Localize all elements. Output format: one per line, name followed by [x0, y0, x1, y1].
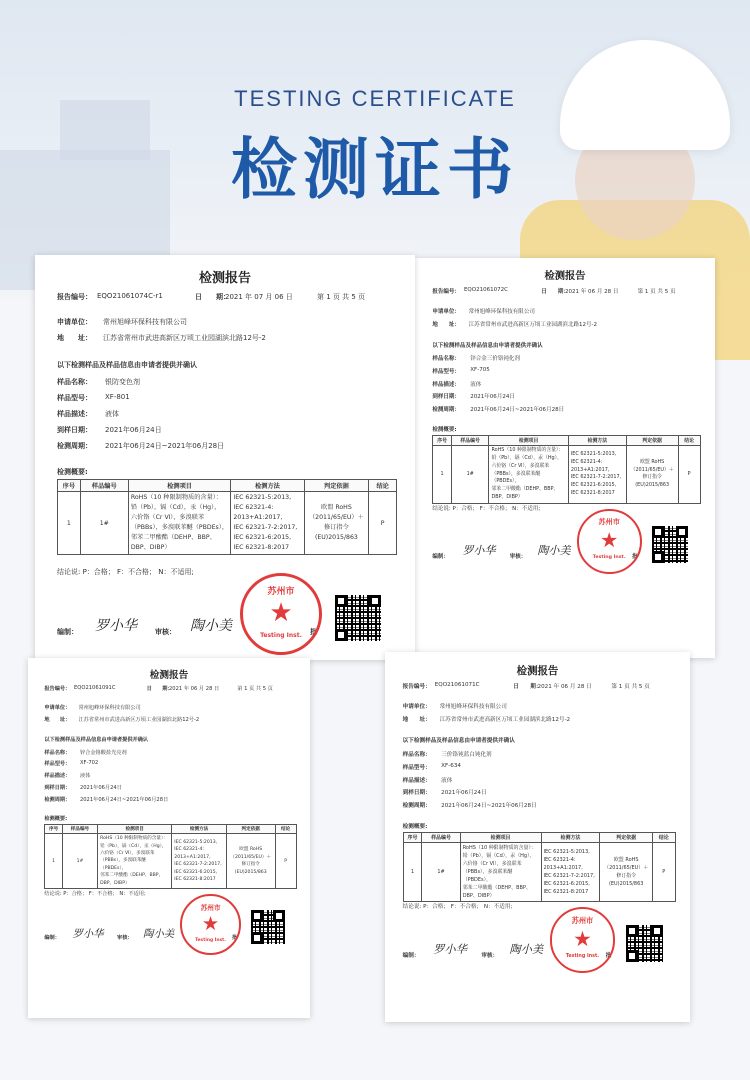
star-icon: ★ — [269, 598, 293, 628]
col-result: 结论 — [275, 825, 296, 834]
item-line: DBP、DIBP） — [462, 892, 495, 899]
method-line: IEC 62321-7-2:2017, — [233, 524, 298, 531]
basis-line: 修订指令 — [616, 872, 637, 879]
editor-label: 编制： — [57, 628, 78, 636]
summary-heading: 检测概要: — [44, 816, 68, 823]
basis-line: 欧盟 RoHS — [640, 458, 665, 465]
basis-line: （2011/65/EU）＋ — [604, 864, 649, 871]
item-line: 铅（Pb），镉（Cd），汞（Hg）， — [462, 852, 535, 859]
certificate-card — [385, 652, 690, 1022]
approver-label: 批 — [632, 553, 638, 560]
method-line: IEC 62321-4: — [543, 856, 576, 863]
cell-item — [460, 842, 541, 901]
qr-corner — [335, 595, 347, 607]
applicant: 常州旭峰环保科技有限公司 — [439, 703, 507, 710]
col-basis: 判定依据 — [600, 832, 653, 842]
qr-code-icon — [335, 595, 381, 641]
qr-corner — [273, 910, 285, 922]
sample-name-label: 样品名称： — [432, 356, 460, 363]
qr-corner — [676, 526, 688, 538]
address-label: 地 址： — [402, 716, 431, 723]
item-line: 六价铬（Cr Ⅵ），多溴联苯 — [491, 462, 550, 469]
method-line: IEC 62321-7-2:2017, — [543, 872, 595, 879]
applicant: 常州旭峰环保科技有限公司 — [468, 308, 535, 315]
address: 江苏省常州市武进高新区万顷工业园湖滨北路12号-2 — [439, 716, 571, 723]
method-line: IEC 62321-4: — [174, 847, 204, 853]
qr-code-icon — [652, 526, 688, 562]
page-count: 第 1 页 共 5 页 — [637, 289, 676, 296]
summary-heading: 检测概要: — [402, 824, 428, 831]
cell-sample-no: 1# — [422, 842, 460, 901]
col-result: 结论 — [678, 435, 700, 445]
cell-result: P — [369, 492, 397, 555]
cell-seq: 1 — [433, 445, 451, 503]
seal-text: 苏州市 — [598, 517, 620, 527]
cell-method — [172, 834, 227, 889]
item-line: RoHS（10 种限制物质的含量）： — [491, 446, 564, 453]
period-label: 检测周期： — [44, 797, 71, 804]
qr-corner — [626, 950, 638, 962]
approver-label: 批 — [310, 628, 317, 636]
table-row — [58, 492, 397, 555]
cell-basis — [304, 492, 369, 555]
seal-text: 苏州市 — [571, 915, 594, 925]
col-seq: 序号 — [403, 832, 422, 842]
period: 2021年06月24日~2021年06月28日 — [105, 442, 225, 450]
cell-seq: 1 — [58, 492, 81, 555]
address: 江苏省常州市武进高新区万顷工业园湖滨北路12号-2 — [78, 716, 200, 723]
col-seq: 序号 — [58, 480, 81, 492]
basis-line: 修订指令 — [241, 862, 260, 868]
arrival-date: 2021年06月24日 — [79, 785, 122, 792]
period-label: 检测周期： — [57, 442, 92, 450]
period: 2021年06月24日~2021年06月28日 — [470, 406, 565, 413]
report-title: 检测报告 — [198, 271, 251, 286]
method-line: IEC 62321-5:2013, — [174, 839, 218, 845]
seal-text-en: Testing Inst. — [565, 954, 600, 960]
basis-line: 修订指令 — [324, 524, 349, 531]
arrival-date: 2021年06月24日 — [105, 426, 162, 434]
address-label: 地 址： — [57, 334, 92, 342]
sample-model-label: 样品型号： — [44, 761, 71, 768]
method-line: IEC 62321-6:2015, — [543, 880, 590, 887]
sample-desc: 液体 — [470, 381, 482, 388]
item-line: RoHS（10 种限制物质的含量）： — [100, 836, 168, 842]
col-method: 检测方法 — [541, 832, 600, 842]
qr-corner — [251, 932, 263, 944]
method-line: IEC 62321-8:2017 — [174, 877, 216, 883]
cell-basis — [600, 842, 653, 901]
editor-signature: 罗小华 — [72, 928, 104, 941]
cell-method — [541, 842, 600, 901]
qr-corner — [651, 925, 663, 937]
basis-line: (EU)2015/863 — [234, 869, 267, 875]
summary-table — [403, 832, 676, 902]
col-item: 检测项目 — [489, 435, 568, 445]
method-line: IEC 62321-5:2013, — [570, 450, 617, 457]
editor-signature: 罗小华 — [95, 618, 137, 634]
certificate-card — [28, 658, 310, 1018]
sample-name: 银防变色剂 — [105, 378, 140, 386]
date-label: 日 期： — [146, 686, 173, 693]
cell-result: P — [275, 834, 296, 889]
basis-line: （2011/65/EU）＋ — [309, 514, 364, 521]
sample-model: XF-702 — [79, 760, 99, 767]
sample-model-label: 样品型号： — [432, 368, 460, 375]
sample-model-label: 样品型号： — [57, 394, 92, 402]
arrival-label: 到样日期： — [57, 426, 92, 434]
arrival-label: 到样日期： — [402, 790, 431, 797]
cell-sample-no: 1# — [451, 445, 489, 503]
item-line: （PBBs），多溴联苯醚（PBDEs）， — [130, 524, 229, 531]
report-no: EQO21061091C — [74, 685, 116, 692]
table-row — [403, 842, 675, 901]
sample-desc: 液体 — [105, 410, 119, 418]
report-date: 2021 年 06 月 28 日 — [565, 289, 619, 296]
reviewer-signature: 陶小美 — [190, 618, 232, 634]
qr-corner — [251, 910, 263, 922]
applicant: 常州旭峰环保科技有限公司 — [78, 705, 141, 711]
item-line: 邻苯二甲酸酯（DEHP、BBP、 — [491, 486, 559, 493]
summary-table — [44, 824, 296, 889]
cell-result: P — [678, 445, 700, 503]
sample-desc-label: 样品描述： — [432, 381, 460, 388]
qr-corner — [369, 595, 381, 607]
method-line: IEC 62321-8:2017 — [233, 544, 290, 551]
sample-name-label: 样品名称： — [57, 378, 92, 386]
basis-line: (EU)2015/863 — [608, 880, 644, 887]
method-line: IEC 62321-7-2:2017, — [570, 474, 622, 481]
qr-corner — [626, 925, 638, 937]
method-line: IEC 62321-5:2013, — [543, 848, 590, 855]
sample-info-heading: 以下检测样品及样品信息由申请者提供并确认 — [57, 361, 197, 369]
basis-line: （2011/65/EU）＋ — [630, 466, 674, 473]
cell-basis — [226, 834, 275, 889]
col-seq: 序号 — [45, 825, 63, 834]
sample-info-heading: 以下检测样品及样品信息由申请者提供并确认 — [432, 342, 543, 349]
approver-label: 批 — [232, 935, 238, 942]
period: 2021年06月24日~2021年06月28日 — [79, 797, 169, 804]
official-seal — [180, 894, 241, 955]
reviewer-label: 审核： — [509, 553, 527, 560]
star-icon: ★ — [573, 926, 592, 951]
address-label: 地 址： — [432, 321, 460, 328]
arrival-label: 到样日期： — [432, 394, 460, 401]
applicant-label: 申请单位： — [402, 703, 431, 710]
method-line: 2013+A1:2017, — [174, 854, 211, 860]
sample-name: 锌合金铬酸盐光亮剂 — [79, 749, 127, 756]
method-line: IEC 62321-6:2015, — [174, 869, 218, 875]
col-sample-no: 样品编号 — [80, 480, 128, 492]
seal-text: 苏州市 — [267, 587, 295, 597]
method-line: 2013+A1:2017, — [543, 864, 583, 871]
summary-heading: 检测概要: — [432, 427, 457, 434]
item-line: 铅（Pb），镉（Cd），汞（Hg）， — [100, 843, 167, 849]
basis-line: （2011/65/EU）＋ — [230, 854, 272, 860]
star-icon: ★ — [201, 912, 220, 936]
method-line: IEC 62321-5:2013, — [233, 494, 292, 501]
page-count: 第 1 页 共 5 页 — [317, 293, 366, 301]
official-seal — [550, 907, 616, 973]
cell-seq: 1 — [403, 842, 422, 901]
page-title: 检测证书 — [231, 131, 519, 208]
editor-label: 编制： — [402, 952, 420, 959]
seal-text-en: Testing Inst. — [592, 555, 626, 561]
method-line: IEC 62321-7-2:2017, — [174, 862, 222, 868]
col-seq: 序号 — [433, 435, 451, 445]
seal-text: 苏州市 — [200, 903, 221, 912]
basis-line: (EU)2015/863 — [314, 534, 358, 541]
item-line: 六价铬（Cr Ⅵ），多溴联苯 — [462, 860, 522, 867]
result-legend: 结论说: P：合格； F：不合格； N：不适用; — [57, 568, 194, 576]
result-legend: 结论说: P：合格； F：不合格； N：不适用; — [44, 890, 146, 897]
cell-result: P — [652, 842, 675, 901]
cell-method — [568, 445, 626, 503]
arrival-date: 2021年06月24日 — [470, 394, 515, 401]
basis-line: 欧盟 RoHS — [613, 856, 639, 863]
official-seal — [577, 509, 642, 574]
reviewer-signature: 陶小美 — [509, 942, 544, 956]
qr-code-icon — [626, 925, 663, 962]
reviewer-signature: 陶小美 — [143, 928, 175, 941]
approver-label: 批 — [605, 952, 612, 959]
col-sample-no: 样品编号 — [62, 825, 97, 834]
basis-line: 欧盟 RoHS — [321, 504, 352, 511]
summary-table — [57, 479, 397, 555]
page-title-english: TESTING CERTIFICATE — [234, 86, 516, 111]
report-no-label: 报告编号： — [432, 289, 460, 296]
item-line: RoHS（10 种限制物质的含量）： — [130, 494, 223, 501]
sample-desc: 液体 — [441, 777, 453, 784]
applicant-label: 申请单位： — [432, 308, 460, 315]
result-legend: 结论说: P：合格； F：不合格； N：不适用; — [432, 506, 541, 513]
method-line: 2013+A1:2017, — [233, 514, 283, 521]
cell-sample-no: 1# — [80, 492, 128, 555]
applicant-label: 申请单位： — [57, 318, 92, 326]
item-line: （PBBs），多溴联苯醚（PBDEs）， — [491, 470, 541, 485]
method-line: IEC 62321-4: — [233, 504, 274, 511]
report-no: EQO21061074C-r1 — [97, 292, 163, 300]
summary-table — [432, 435, 700, 504]
arrival-date: 2021年06月24日 — [441, 790, 487, 797]
table-row — [45, 834, 296, 889]
result-legend: 结论说: P：合格； F：不合格； N：不适用; — [402, 904, 513, 911]
period: 2021年06月24日~2021年06月28日 — [441, 803, 537, 810]
col-result: 结论 — [652, 832, 675, 842]
method-line: IEC 62321-4: — [570, 458, 603, 465]
sample-model: XF-705 — [470, 366, 490, 373]
reviewer-label: 审核： — [117, 935, 133, 942]
reviewer-signature: 陶小美 — [537, 544, 571, 558]
cell-basis — [626, 445, 678, 503]
cell-item — [98, 834, 172, 889]
sample-desc-label: 样品描述： — [402, 777, 431, 784]
summary-heading: 检测概要: — [57, 468, 88, 476]
item-line: （PBBs），多溴联苯醚（PBDEs）， — [462, 868, 513, 883]
col-method: 检测方法 — [172, 825, 227, 834]
sample-info-heading: 以下检测样品及样品信息由申请者提供并确认 — [44, 736, 149, 743]
basis-line: (EU)2015/863 — [635, 482, 670, 489]
qr-corner — [652, 526, 664, 538]
item-line: DBP、DIBP） — [491, 494, 523, 501]
period-label: 检测周期： — [402, 803, 431, 810]
cell-seq: 1 — [45, 834, 63, 889]
item-line: 邻苯二甲酸酯（DEHP、BBP、 — [462, 884, 531, 891]
col-method: 检测方法 — [231, 480, 304, 492]
date-label: 日 期： — [513, 683, 542, 690]
official-seal — [240, 573, 322, 655]
cell-sample-no: 1# — [62, 834, 97, 889]
report-no-label: 报告编号： — [402, 683, 431, 690]
col-sample-no: 样品编号 — [451, 435, 489, 445]
applicant-label: 申请单位： — [44, 705, 71, 711]
report-date: 2021 年 06 月 28 日 — [537, 683, 592, 690]
col-item: 检测项目 — [128, 480, 231, 492]
page-count: 第 1 页 共 5 页 — [611, 683, 650, 690]
col-method: 检测方法 — [568, 435, 626, 445]
cell-item — [489, 445, 568, 503]
item-line: 六价铬（Cr Ⅵ），多溴联苯 — [130, 514, 205, 521]
report-title: 检测报告 — [544, 270, 586, 283]
sample-desc: 液体 — [79, 773, 91, 780]
seal-text-en: Testing Inst. — [260, 632, 302, 639]
address: 江苏省常州市武进高新区万顷工业园湖滨北路12号-2 — [103, 334, 266, 342]
qr-corner — [335, 629, 347, 641]
method-line: IEC 62321-8:2017 — [570, 490, 615, 497]
item-line: DBP、DIBP） — [130, 544, 171, 551]
star-icon: ★ — [599, 528, 619, 553]
sample-info-heading: 以下检测样品及样品信息由申请者提供并确认 — [402, 738, 515, 745]
col-item: 检测项目 — [460, 832, 541, 842]
certificate-card — [35, 255, 415, 660]
sample-name-label: 样品名称： — [402, 751, 431, 758]
method-line: 2013+A1:2017, — [570, 466, 610, 473]
report-title: 检测报告 — [516, 664, 559, 677]
report-title: 检测报告 — [149, 669, 189, 681]
method-line: IEC 62321-6:2015, — [570, 482, 617, 489]
applicant: 常州旭峰环保科技有限公司 — [103, 318, 187, 326]
item-line: （PBBs），多溴联苯醚（PBDEs）， — [100, 858, 147, 871]
editor-label: 编制： — [432, 553, 449, 560]
certificate-card — [415, 258, 715, 658]
reviewer-label: 审核： — [155, 628, 176, 636]
reviewer-label: 审核： — [481, 952, 499, 959]
sample-name: 三价铬钝蓝白钝化剂 — [441, 751, 492, 758]
method-line: IEC 62321-8:2017 — [543, 888, 589, 895]
item-line: 铅（Pb），镉（Cd），汞（Hg）， — [130, 504, 221, 511]
col-basis: 判定依据 — [226, 825, 275, 834]
item-line: DBP、DIBP） — [100, 880, 130, 886]
sample-desc-label: 样品描述： — [44, 773, 71, 780]
address-label: 地 址： — [44, 716, 71, 723]
item-line: 六价铬（Cr Ⅵ），多溴联苯 — [100, 851, 155, 857]
cell-method — [231, 492, 304, 555]
item-line: 邻苯二甲酸酯（DEHP、BBP、 — [100, 873, 164, 879]
sample-name: 锌合金三价铬钝化剂 — [470, 356, 520, 363]
date-label: 日 期： — [541, 289, 569, 296]
report-date: 2021 年 07 月 06 日 — [225, 293, 293, 301]
period-label: 检测周期： — [432, 406, 460, 413]
col-result: 结论 — [369, 480, 397, 492]
report-no-label: 报告编号： — [57, 293, 92, 301]
editor-signature: 罗小华 — [462, 544, 496, 558]
table-row — [433, 445, 700, 503]
item-line: 邻苯二甲酸酯（DEHP、BBP、 — [130, 534, 216, 541]
report-no: EQO21061072C — [463, 287, 509, 294]
sample-model: XF-801 — [105, 393, 130, 401]
basis-line: 欧盟 RoHS — [239, 847, 263, 853]
sample-model: XF-634 — [441, 762, 461, 769]
cell-item — [128, 492, 231, 555]
qr-code-icon — [251, 910, 285, 944]
report-date: 2021 年 06 月 28 日 — [169, 686, 220, 693]
report-no-label: 报告编号： — [44, 686, 71, 693]
item-line: RoHS（10 种限制物质的含量）： — [462, 844, 536, 851]
col-basis: 判定依据 — [304, 480, 369, 492]
method-line: IEC 62321-6:2015, — [233, 534, 292, 541]
qr-corner — [652, 551, 664, 563]
col-item: 检测项目 — [98, 825, 172, 834]
sample-desc-label: 样品描述： — [57, 410, 92, 418]
item-line: 铅（Pb），镉（Cd），汞（Hg）， — [491, 454, 562, 461]
col-sample-no: 样品编号 — [422, 832, 460, 842]
sample-name-label: 样品名称： — [44, 749, 71, 756]
seal-text-en: Testing Inst. — [195, 937, 226, 943]
arrival-label: 到样日期： — [44, 785, 71, 792]
editor-label: 编制： — [44, 935, 60, 942]
editor-signature: 罗小华 — [433, 942, 467, 956]
date-label: 日 期： — [195, 293, 230, 301]
address: 江苏省常州市武进高新区万顷工业园湖滨北路12号-2 — [468, 321, 598, 328]
report-no: EQO21061071C — [434, 681, 480, 688]
sample-model-label: 样品型号： — [402, 764, 431, 771]
basis-line: 修订指令 — [642, 474, 662, 481]
col-basis: 判定依据 — [626, 435, 678, 445]
page-count: 第 1 页 共 5 页 — [237, 686, 273, 693]
